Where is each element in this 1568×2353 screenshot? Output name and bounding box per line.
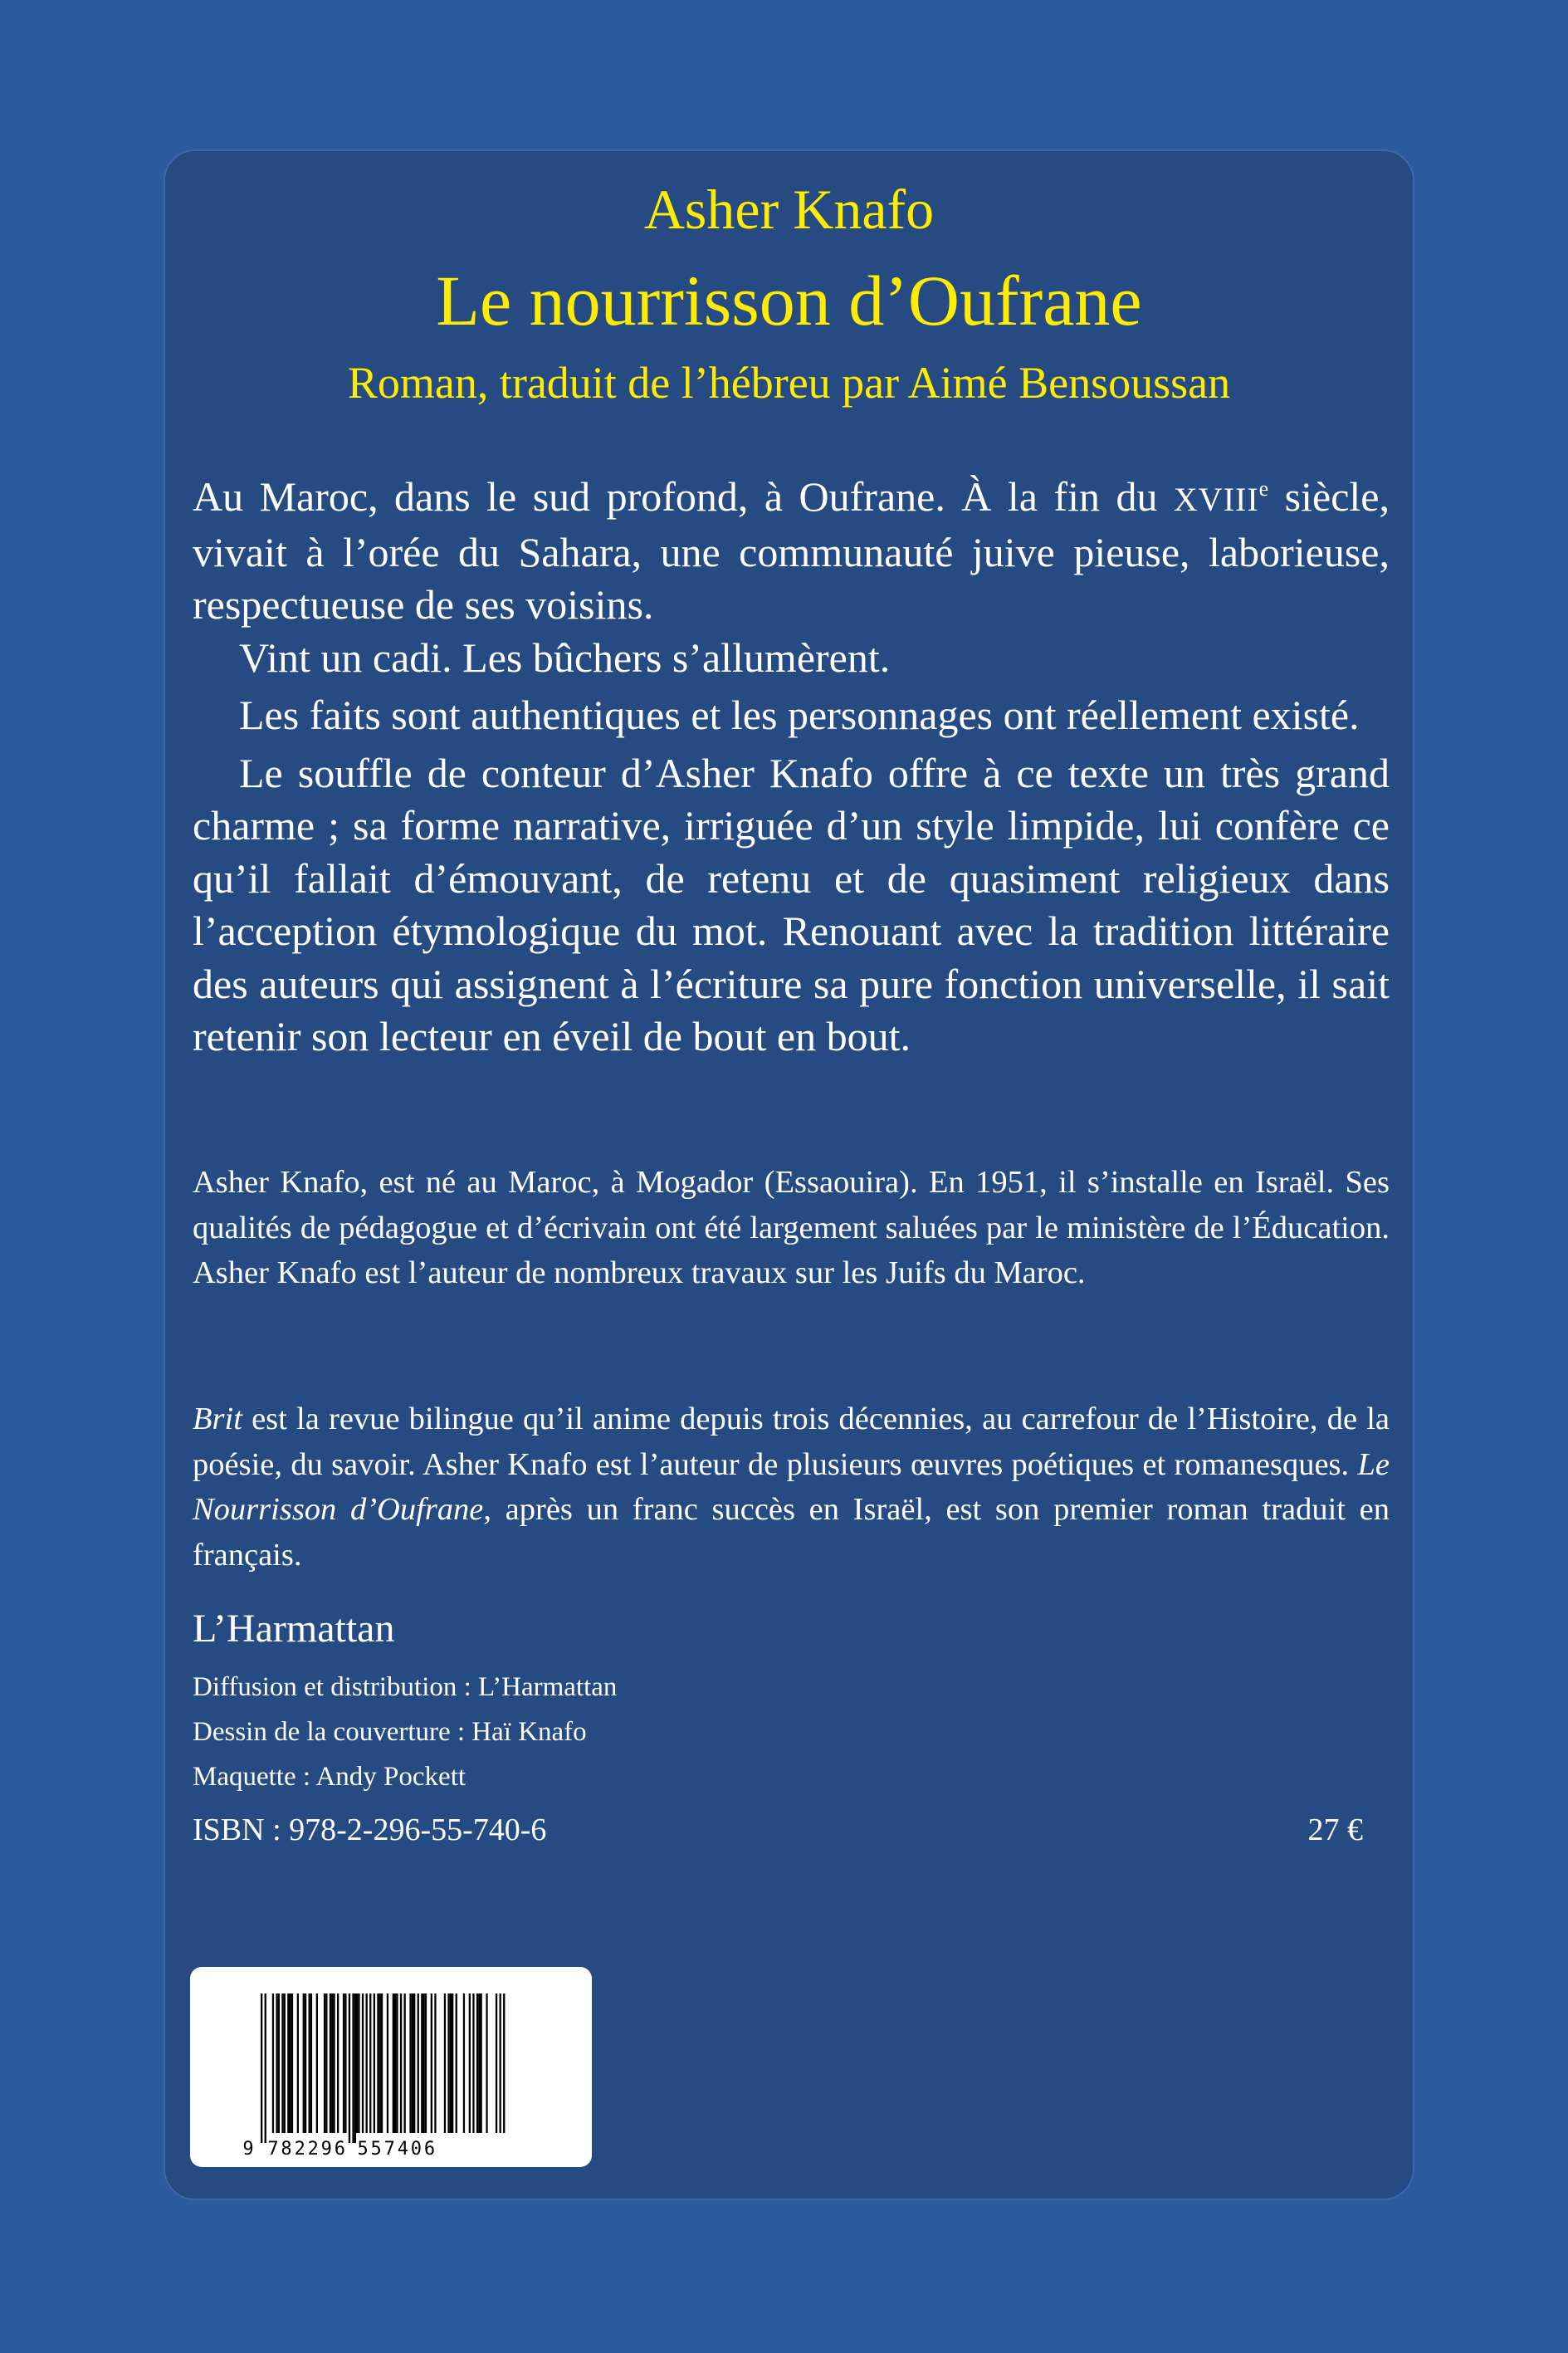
author-name: Asher Knafo (643, 178, 935, 241)
barcode-bar (337, 1993, 339, 2133)
barcode-bar (287, 1993, 289, 2133)
distribution-credit: Diffusion et distribution : L’Harmattan (193, 1672, 618, 1702)
barcode-bar (478, 1993, 480, 2133)
barcode-bar (276, 1993, 277, 2133)
barcode-bar (486, 1993, 487, 2133)
credits (193, 1665, 1390, 1799)
barcode-digit: 2 (294, 2139, 305, 2160)
barcode-digit: 4 (397, 2139, 409, 2160)
barcode-bar (324, 1993, 325, 2133)
barcode-bar (291, 1993, 293, 2133)
barcode-digit: 7 (267, 2139, 279, 2160)
barcode-bar (316, 1993, 318, 2133)
barcode-bar (333, 1993, 335, 2133)
barcode-bar (447, 1993, 449, 2133)
barcode-bar (374, 1993, 375, 2133)
barcode-bar (425, 1993, 427, 2133)
price: 27 € (1307, 1812, 1363, 1847)
barcode-bar (278, 1993, 280, 2133)
barcode-bar (362, 1993, 364, 2133)
barcode-digit: 5 (370, 2139, 382, 2160)
barcode-bar (356, 1993, 358, 2133)
barcode-bar (472, 1993, 474, 2133)
barcode-bar (423, 1993, 425, 2133)
barcode-bar (309, 1993, 310, 2133)
barcode-bar (358, 1993, 359, 2133)
barcode-bar (400, 1993, 402, 2133)
barcode-bar (421, 1993, 423, 2133)
barcode-bar (394, 1993, 396, 2133)
barcode-bar (431, 1993, 432, 2133)
barcode-digit: 7 (383, 2139, 395, 2160)
barcode-bar (310, 1993, 312, 2133)
barcode-digit: 9 (320, 2139, 332, 2160)
barcode-bar (265, 1993, 266, 2143)
barcode-digit: 5 (357, 2139, 369, 2160)
barcode-bar (452, 1993, 453, 2133)
barcode-bar (463, 1993, 465, 2133)
barcode-bar (418, 1993, 419, 2133)
barcode-bar (404, 1993, 406, 2133)
summary-paragraph-1: Au Maroc, dans le sud profond, à Oufrane. À la fin du XVIIIe siècle, vivait à l’orée du Sahara, une communauté juive pieuse, laborieuse, respectueuse de ses voisins. (193, 473, 1390, 628)
barcode-digit: 6 (334, 2139, 346, 2160)
barcode-digit: 8 (281, 2139, 292, 2160)
barcode-bar (396, 1993, 398, 2133)
summary-paragraph-2: Vint un cadi. Les bûchers s’allumèrent. (239, 634, 891, 681)
barcode-bar (409, 1993, 411, 2133)
cover-credit: Dessin de la couverture : Haï Knafo (193, 1717, 587, 1747)
barcode-bar (387, 1993, 388, 2133)
layout-credit: Maquette : Andy Pockett (193, 1762, 466, 1792)
barcode-bar (354, 1993, 356, 2143)
barcode-bar (290, 1993, 291, 2133)
barcode-bar (303, 1993, 305, 2133)
barcode-bar (349, 1993, 350, 2143)
barcode-graphic (190, 1967, 592, 2167)
barcode-bar (366, 1993, 368, 2133)
barcode-bar (281, 1993, 283, 2133)
book-title: Le nourrisson d’Oufrane (436, 261, 1142, 340)
barcode-bar (377, 1993, 379, 2133)
back-cover-panel (164, 149, 1414, 2200)
author-bio: Asher Knafo, est né au Maroc, à Mogador (Essaouira). En 1951, il s’installe en Israël. Ses qualités de pédagogue et d’écrivain ont été largement saluées par le ministère de l’Éducation. Asher Knafo est l’auteur de nombreux travaux sur les Juifs du Maroc. (193, 1165, 1390, 1290)
book-subtitle: Roman, traduit de l’hébreu par Aimé Bensoussan (347, 358, 1231, 408)
barcode-bar (297, 1993, 299, 2133)
barcode-bar (444, 1993, 446, 2133)
barcode-bar (352, 1993, 354, 2143)
summary-text (193, 462, 1390, 1064)
barcode-bar (344, 1993, 346, 2133)
barcode-bar (343, 1993, 344, 2133)
barcode-bar (330, 1993, 331, 2133)
barcode-bar (381, 1993, 383, 2133)
barcode-bar (331, 1993, 333, 2133)
publisher-name: L’Harmattan (193, 1607, 395, 1651)
barcode-bar (476, 1993, 478, 2133)
barcode-bar (434, 1993, 436, 2133)
barcode-digit: 9 (242, 2139, 254, 2160)
barcode-bar (369, 1993, 371, 2133)
barcode-digit: 0 (410, 2139, 423, 2160)
barcode-digit: 6 (423, 2139, 436, 2160)
barcode-bar (379, 1993, 381, 2133)
barcode-bar (261, 1993, 262, 2143)
barcode-bar (456, 1993, 457, 2133)
barcode-bar (413, 1993, 415, 2133)
barcode-bar (272, 1993, 274, 2133)
summary-paragraph-4: Le souffle de conteur d’Asher Knafo offre à ce texte un très grand charme ; sa forme narrative, irriguée d’un style limpide, lui confère ce qu’il fallait d’émouvant, de retenu et de quasiment religieux dans l’acception étymologique du mot. Renouant avec la tradition littéraire des auteurs qui assignent à l’écriture sa pure fonction universelle, il sait retenir son lecteur en éveil de bout en bout. (193, 749, 1390, 1059)
barcode-bar (496, 1993, 497, 2133)
isbn: ISBN : 978-2-296-55-740-6 (193, 1812, 547, 1847)
barcode-bar (325, 1993, 327, 2133)
barcode (190, 1967, 592, 2167)
brit-paragraph: Brit est la revue bilingue qu’il anime depuis trois décennies, au carrefour de l’Histoire, de la poésie, du savoir. Asher Knafo est l’auteur de plusieurs œuvres poétiques et romanesques. Le Nourrisson d’Oufrane, après un franc succès en Israël, est son premier roman traduit en français. (193, 1402, 1390, 1573)
barcode-digit: 2 (307, 2139, 319, 2160)
barcode-bar (284, 1993, 286, 2133)
barcode-bar (412, 1993, 413, 2133)
barcode-bar (450, 1993, 452, 2133)
barcode-bar (469, 1993, 471, 2133)
barcode-bar (503, 1993, 505, 2133)
barcode-bar (305, 1993, 306, 2133)
summary-paragraph-3: Les faits sont authentiques et les personnages ont réellement existé. (239, 692, 1360, 738)
barcode-bar (500, 1993, 501, 2133)
barcode-bar (481, 1993, 482, 2133)
barcode-bar (393, 1993, 394, 2133)
